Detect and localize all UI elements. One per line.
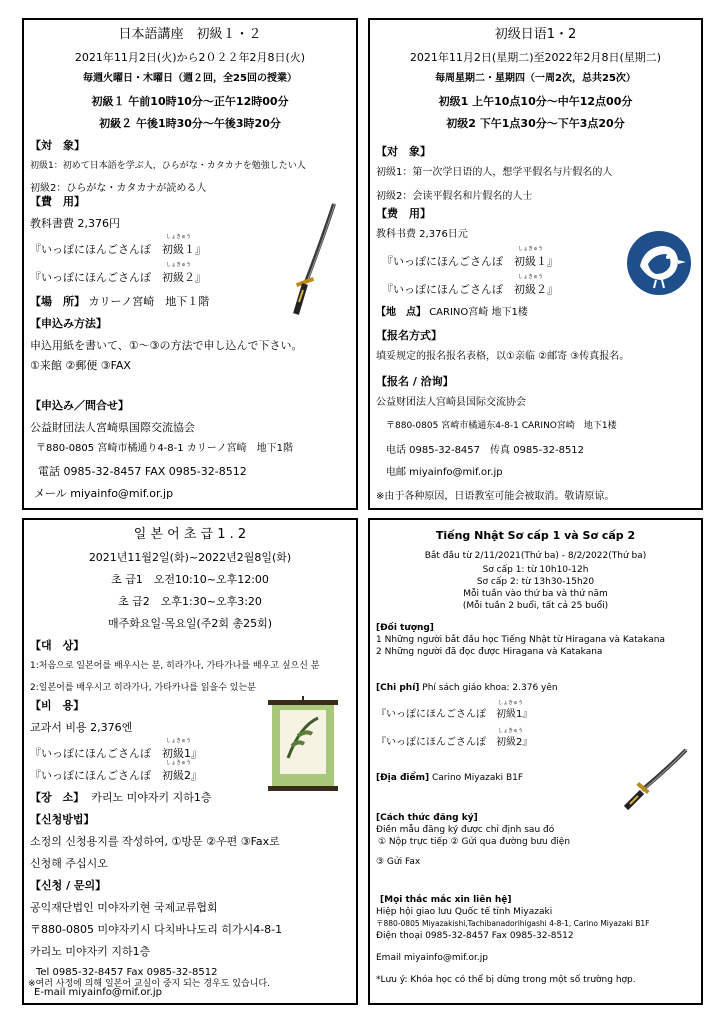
zh-address: 〒880-0805 宮崎市橘通东4-8-1 CARINO宮崎 地下1楼 bbox=[386, 421, 617, 431]
ko-tel: Tel 0985-32-8457 Fax 0985-32-8512 bbox=[36, 967, 218, 978]
ja-target1: 初級1：初めて日本語を学ぶ人，ひらがな・カタカナを勉強したい人 bbox=[30, 161, 306, 171]
ko-book2-level: 初級2』 bbox=[162, 769, 202, 782]
ja-place bbox=[30, 296, 209, 307]
ja-schedule: 毎週火曜日・木曜日（週２回，全25回の授業） bbox=[83, 73, 297, 84]
ko-cost: 교과서 비용 2,376엔 bbox=[30, 721, 133, 734]
ko-book1-series: 『いっぽにほんごさんぽ bbox=[30, 747, 162, 760]
vi-org: Hiệp hội giao lưu Quốc tế tỉnh Miyazaki bbox=[376, 907, 553, 917]
vi-schedule2: (Mỗi tuần 2 buổi, tất cả 25 buổi) bbox=[462, 601, 609, 611]
ko-book2-ruby: しょきゅう bbox=[166, 760, 192, 766]
ja-org: 公益財団法人宮崎県国際交流協会 bbox=[30, 421, 195, 434]
ko-method1: 소정의 신청용지를 작성하여, ①방문 ②우편 ③Fax로 bbox=[30, 835, 280, 848]
ko-time1: 초 급1 오전10:10~오후12:00 bbox=[111, 573, 269, 586]
zh-method-heading: 【报名方式】 bbox=[376, 329, 442, 342]
zh-place-value: CARINO宮崎 地下1楼 bbox=[429, 307, 528, 318]
vi-book2-series: 『いっぽにほんごさんぽ bbox=[376, 737, 496, 748]
ko-schedule: 매주화요일·목요일(주2회 총25회) bbox=[107, 617, 273, 630]
ko-book2-series: 『いっぽにほんごさんぽ bbox=[30, 769, 162, 782]
ko-method2: 신청해 주십시오 bbox=[30, 857, 108, 870]
zh-time1: 初级1 上午10点10分～中午12点00分 bbox=[438, 95, 633, 108]
ja-book2-level: 初級２』 bbox=[162, 271, 206, 284]
vi-time1: Sơ cấp 1: từ 10h10-12h bbox=[482, 565, 589, 575]
hanging-scroll-illustration bbox=[268, 696, 338, 796]
vi-dates: Bắt đầu từ 2/11/2021(Thứ ba) - 8/2/2022(Thứ ba) bbox=[424, 551, 647, 561]
ko-place-heading: 【장 소】 bbox=[30, 791, 85, 804]
ko-target-heading: 【대 상】 bbox=[30, 639, 85, 652]
ko-book1 bbox=[30, 738, 202, 760]
ja-target-heading: 【対 象】 bbox=[30, 139, 85, 152]
zh-cost-heading: 【费 用】 bbox=[376, 207, 431, 220]
zh-mail: 电邮 miyainfo@mif.or.jp bbox=[386, 467, 503, 478]
vi-schedule1: Mỗi tuần vào thứ ba và thứ năm bbox=[463, 589, 608, 599]
ja-book1 bbox=[30, 234, 206, 256]
zh-time2: 初级2 下午1点30分～下午3点20分 bbox=[446, 117, 625, 130]
ja-book2-ruby: しょきゅう bbox=[166, 262, 192, 268]
vi-mail: Email miyainfo@mif.or.jp bbox=[376, 953, 488, 963]
ja-place-heading: 【場 所】 bbox=[30, 295, 85, 308]
zh-schedule: 每周星期二・星期四（一周2次，总共25次） bbox=[435, 73, 636, 84]
vi-book1 bbox=[376, 700, 533, 720]
ko-place-value: 카리노 미야자키 지하1층 bbox=[91, 791, 212, 804]
vi-place bbox=[376, 774, 523, 783]
ko-book1-level: 初級1』 bbox=[162, 747, 202, 760]
ja-book1-level: 初級１』 bbox=[162, 243, 206, 256]
ko-note: ※여러 사정에 의해 일본어 교실이 중지 되는 경우도 있습니다. bbox=[28, 979, 270, 989]
vi-method2: ① Nộp trực tiếp ② Gửi qua đường bưu điện bbox=[378, 837, 571, 847]
vi-target-heading: [Đối tượng] bbox=[376, 623, 434, 633]
ja-address: 〒880-0805 宮崎市橘通り4-8-1 カリーノ宮崎 地下1階 bbox=[36, 443, 293, 454]
ko-book1-ruby: しょきゅう bbox=[166, 738, 192, 744]
ko-address2: 카리노 미야자키 지하1층 bbox=[30, 945, 151, 958]
vi-target2: 2 Những người đã đọc được Hiragana và Katakana bbox=[376, 647, 603, 657]
zh-title: 初级日语1・2 bbox=[494, 27, 577, 42]
ko-org: 공익재단법인 미야자키현 국제교류협회 bbox=[30, 901, 218, 914]
ja-cost-heading: 【費 用】 bbox=[30, 195, 85, 208]
zh-cost: 教科书费 2,376日元 bbox=[376, 229, 468, 240]
zh-book2-series: 『いっぽにほんごさんぽ bbox=[382, 283, 514, 296]
ja-place-value: カリーノ宮崎 地下１階 bbox=[88, 295, 210, 308]
zh-method: 填妥规定的报名报名表格，以①亲临 ②邮寄 ③传真报名。 bbox=[376, 351, 630, 362]
zh-note: ※由于各种原因，日语教室可能会被取消。敬请原谅。 bbox=[376, 491, 615, 502]
zh-book1-ruby: しょきゅう bbox=[518, 246, 544, 252]
zh-org: 公益财团法人宫崎县国际交流协会 bbox=[376, 397, 526, 408]
ja-target2: 初級2：ひらがな・カタカナが読める人 bbox=[30, 183, 207, 194]
ja-tel: 電話 0985-32-8457 FAX 0985-32-8512 bbox=[38, 465, 247, 478]
japanese-panel bbox=[22, 18, 358, 510]
vi-book2-ruby: しょきゅう bbox=[498, 728, 524, 734]
vi-book2-level: 初級2』 bbox=[496, 737, 533, 748]
ko-time2: 초 급2 오후1:30~오후3:20 bbox=[118, 595, 262, 608]
vi-place-value: Carino Miyazaki B1F bbox=[431, 773, 524, 783]
ja-time1: 初級１ 午前10時10分～正午12時00分 bbox=[91, 95, 289, 108]
zh-book1-level: 初級１』 bbox=[514, 255, 558, 268]
vi-tel: Điện thoại 0985-32-8457 Fax 0985-32-8512 bbox=[376, 931, 574, 941]
chinese-panel bbox=[368, 18, 703, 510]
vi-place-heading: [Địa điểm] bbox=[376, 773, 430, 783]
ja-cost: 教科書費 2,376円 bbox=[30, 217, 120, 230]
vi-method-heading: [Cách thức đăng ký] bbox=[376, 813, 478, 823]
vi-method1: Điền mẫu đăng ký được chỉ định sau đó bbox=[376, 825, 555, 835]
zh-place-heading: 【地 点】 bbox=[376, 307, 426, 318]
ko-method-heading: 【신청방법】 bbox=[30, 813, 95, 826]
zh-contact-heading: 【报名 / 洽询】 bbox=[376, 375, 454, 388]
katana-illustration-vi bbox=[620, 746, 690, 816]
vi-title: Tiếng Nhật Sơ cấp 1 và Sơ cấp 2 bbox=[435, 529, 636, 542]
vi-book1-ruby: しょきゅう bbox=[498, 700, 524, 706]
zh-target1: 初级1：第一次学日语的人，想学平假名与片假名的人 bbox=[376, 167, 613, 178]
ja-dates: 2021年11月2日(火)から2０２２年2月8日(火) bbox=[74, 51, 306, 64]
vi-book2 bbox=[376, 728, 533, 748]
ko-dates: 2021년11월2일(화)~2022년2월8일(화) bbox=[88, 551, 292, 564]
ja-title: 日本語講座 初級１・２ bbox=[118, 27, 262, 42]
zh-place bbox=[376, 308, 528, 318]
ko-mail: E-mail miyainfo@mif.or.jp bbox=[34, 987, 162, 998]
zh-book2-level: 初級２』 bbox=[514, 283, 558, 296]
vi-target1: 1 Những người bắt đầu học Tiếng Nhật từ Hiragana và Katakana bbox=[376, 635, 665, 645]
ja-book1-series: 『いっぽにほんごさんぽ bbox=[30, 243, 162, 256]
ko-target2: 2:일본어를 배우시고 히라가나, 가타카나를 읽을수 있는분 bbox=[30, 683, 256, 693]
ko-contact-heading: 【신청 / 문의】 bbox=[30, 879, 107, 892]
ja-method-heading: 【申込み方法】 bbox=[30, 317, 107, 330]
ja-contact-heading: 【申込み／問合せ】 bbox=[30, 399, 129, 412]
vi-cost bbox=[376, 684, 558, 693]
ja-method2: ①来館 ②郵便 ③FAX bbox=[30, 359, 131, 372]
ko-target1: 1:처음으로 일본어를 배우시는 분, 히라가나, 가타가나를 배우고 싶으신 분 bbox=[30, 661, 320, 671]
zh-book2 bbox=[382, 274, 558, 296]
ja-book2-series: 『いっぽにほんごさんぽ bbox=[30, 271, 162, 284]
vi-book1-series: 『いっぽにほんごさんぽ bbox=[376, 709, 496, 720]
zh-book2-ruby: しょきゅう bbox=[518, 274, 544, 280]
vi-address: 〒880-0805 Miyazakishi,Tachibanadorihigashi 4-8-1, Carino Miyazaki B1F bbox=[376, 919, 650, 928]
ko-book2 bbox=[30, 760, 202, 782]
vi-note: *Lưu ý: Khóa học có thể bị dừng trong một số trường hợp. bbox=[376, 975, 636, 985]
ko-address1: 〒880-0805 미야자키시 다치바나도리 히가시4-8-1 bbox=[30, 923, 283, 936]
vi-cost-heading: [Chi phí] bbox=[376, 683, 420, 693]
ja-time2: 初級２ 午後1時30分～午後3時20分 bbox=[99, 117, 281, 130]
ja-method1: 申込用紙を書いて、①～③の方法で申し込んで下さい。 bbox=[30, 339, 303, 352]
zh-book1-series: 『いっぽにほんごさんぽ bbox=[382, 255, 514, 268]
vi-time2: Sơ cấp 2: từ 13h30-15h20 bbox=[476, 577, 595, 587]
ko-title: 일 본 어 초 급 1 . 2 bbox=[133, 527, 247, 542]
vi-method3: ③ Gửi Fax bbox=[376, 857, 421, 867]
ja-book2 bbox=[30, 262, 206, 284]
vi-cost-value: Phí sách giáo khoa: 2.376 yên bbox=[422, 683, 558, 693]
vietnamese-panel bbox=[368, 518, 703, 1005]
zh-target-heading: 【对 象】 bbox=[376, 145, 431, 158]
bird-logo-icon bbox=[626, 230, 692, 296]
zh-target2: 初级2：会读平假名和片假名的人士 bbox=[376, 191, 533, 202]
ko-cost-heading: 【비 용】 bbox=[30, 699, 85, 712]
ko-place bbox=[30, 792, 212, 803]
korean-panel bbox=[22, 518, 358, 1005]
vi-contact-heading: [Mọi thắc mắc xin liên hệ] bbox=[380, 895, 512, 905]
vi-book1-level: 初級1』 bbox=[496, 709, 533, 720]
ja-book1-ruby: しょきゅう bbox=[166, 234, 192, 240]
zh-tel: 电话 0985-32-8457 传真 0985-32-8512 bbox=[386, 445, 585, 456]
zh-dates: 2021年11月2日(星期二)至2022年2月8日(星期二) bbox=[409, 51, 662, 64]
katana-illustration bbox=[282, 200, 342, 320]
ja-mail: メール miyainfo@mif.or.jp bbox=[34, 487, 174, 500]
zh-book1 bbox=[382, 246, 558, 268]
